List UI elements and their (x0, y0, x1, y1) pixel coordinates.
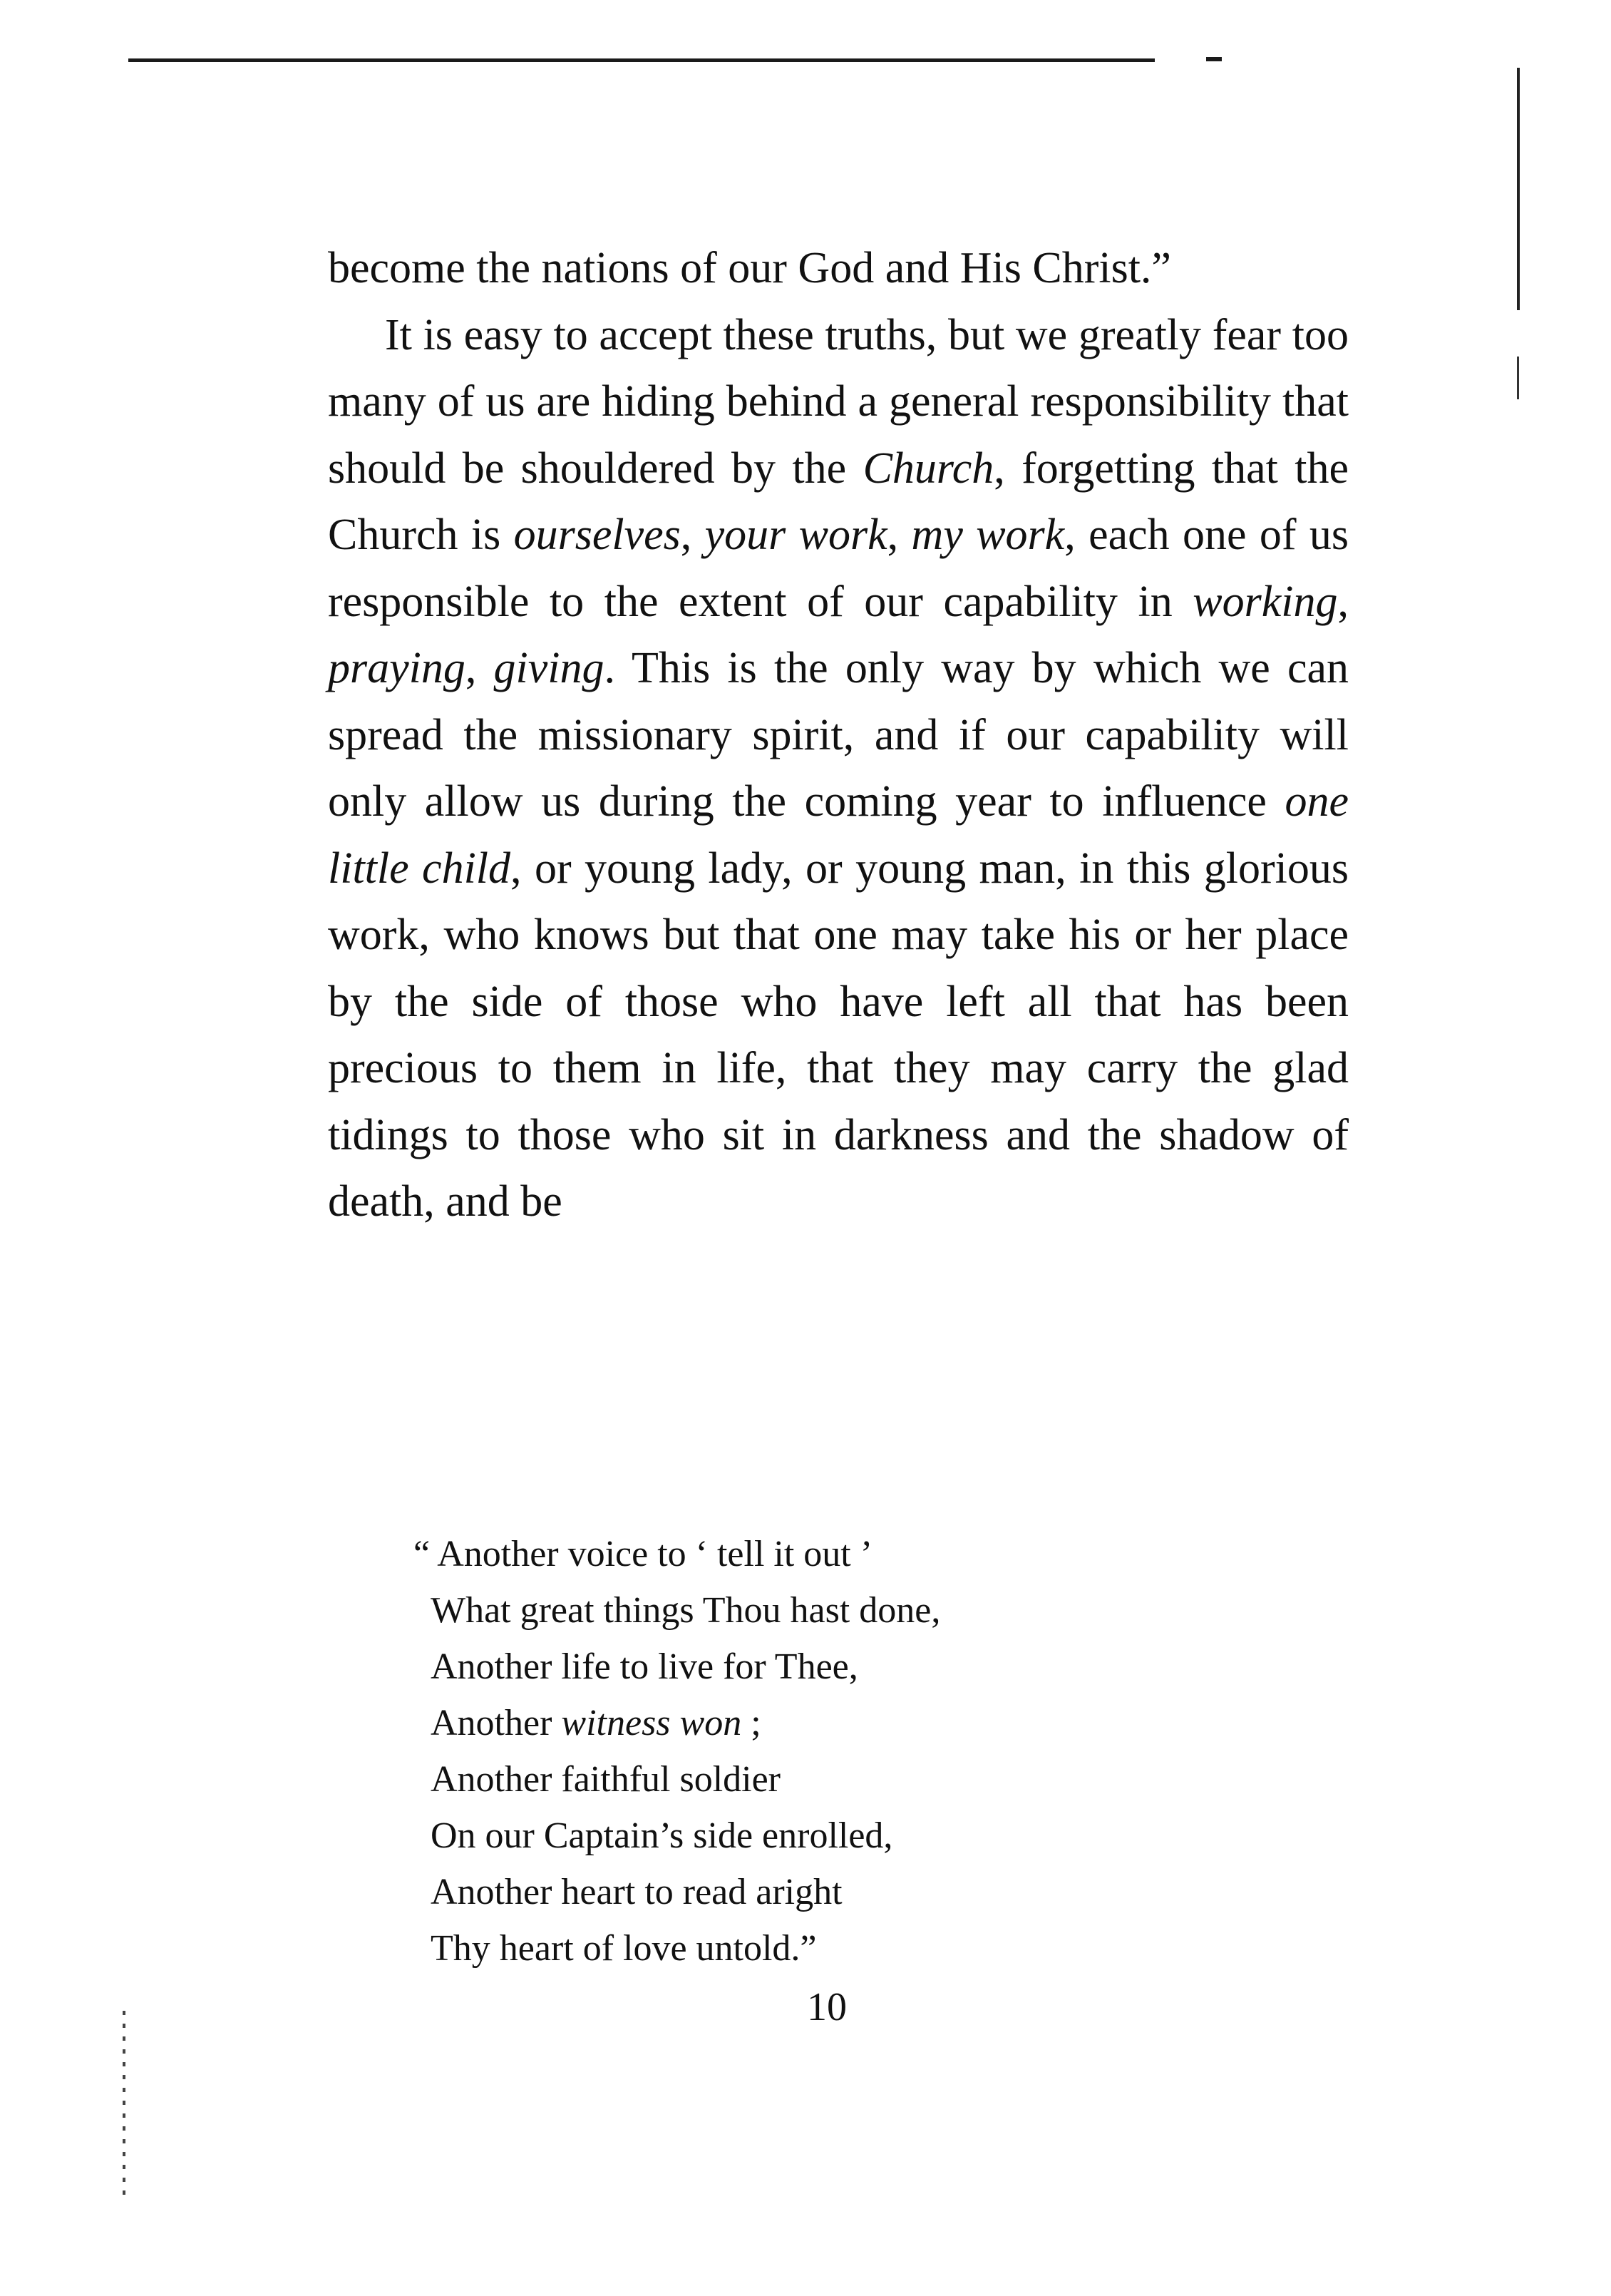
text-run: ; (741, 1703, 761, 1743)
verse-line (413, 1920, 940, 1977)
text-run: . This is the only way by which we can spread the missionary spirit, and if our capability will only allow us during the coming year to influence (328, 644, 1349, 826)
paragraph (328, 302, 1349, 1236)
text-run: Another (431, 1703, 562, 1743)
page-edge-mark (1517, 357, 1519, 399)
page-edge-mark (1517, 68, 1520, 310)
text-run: , (1337, 577, 1349, 626)
text-run: , forgetting that the Church is (328, 444, 1349, 559)
text-run: On our Captain’s side enrolled, (431, 1815, 893, 1856)
text-run: What great things Thou hast done, (431, 1590, 941, 1631)
page-number: 10 (807, 1985, 847, 2029)
italic-text: witness won (561, 1703, 742, 1743)
verse-line (413, 1582, 940, 1639)
verse-line (413, 1695, 940, 1751)
italic-text: giving (493, 644, 604, 692)
italic-text: praying (328, 644, 465, 692)
text-run: , or young lady, or young man, in this glorious work, who knows but that one may take his or her place by the side of those who have left all that has been precious to them in life, that they may carry the glad tidings to those who sit in darkness and the shadow of death, and be (328, 844, 1349, 1226)
verse-line (413, 1864, 940, 1920)
text-run: Another heart to read aright (431, 1872, 843, 1912)
italic-text: working (1193, 577, 1338, 626)
text-run: , (680, 511, 705, 559)
verse-quotation (413, 1526, 940, 1977)
italic-text: one little child (328, 777, 1349, 893)
paragraph-continuation (328, 235, 1349, 302)
italic-text: Church (863, 444, 994, 493)
text-run: , (887, 511, 912, 559)
binding-specks (123, 2011, 125, 2196)
text-run: Another life to live for Thee, (431, 1646, 858, 1687)
header-rule-mark (1206, 57, 1222, 61)
header-rule (128, 58, 1155, 62)
text-run: Another faithful soldier (431, 1759, 781, 1800)
text-run: , (465, 644, 494, 692)
body-text (328, 235, 1349, 1236)
verse-line (413, 1639, 940, 1695)
verse-line (413, 1808, 940, 1864)
text-run: Thy heart of love untold.” (431, 1928, 817, 1969)
text-run: , each one of us responsible to the extent of our capability in (328, 511, 1349, 626)
verse-line (413, 1526, 940, 1582)
text-run: It is easy to accept these truths, but we greatly fear too many of us are hiding behind a general responsibility that should be shouldered by the (328, 310, 1349, 493)
italic-text: ourselves (513, 511, 681, 559)
text-run: “ Another voice to ‘ tell it out ’ (413, 1534, 873, 1574)
verse-line (413, 1751, 940, 1808)
italic-text: my work (911, 511, 1065, 559)
italic-text: your work (704, 511, 887, 559)
text-run: become the nations of our God and His Christ.” (328, 244, 1171, 292)
